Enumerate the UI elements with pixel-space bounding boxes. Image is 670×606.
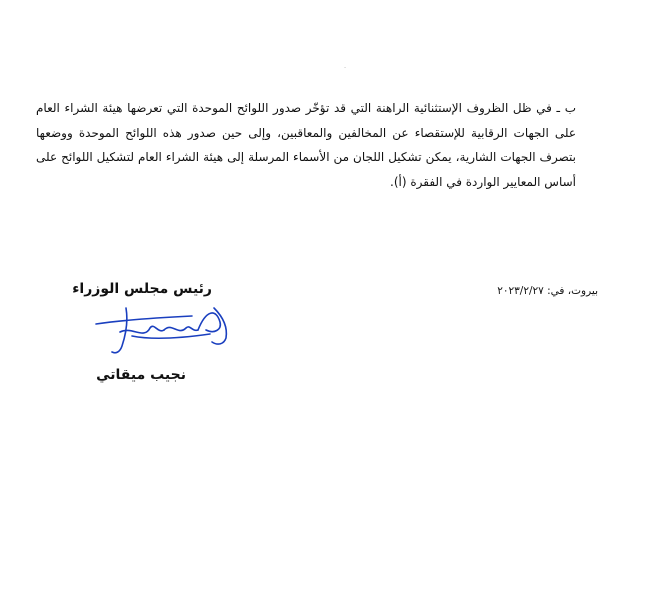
signatory-title: رئيس مجلس الوزراء xyxy=(72,281,212,297)
signature-image xyxy=(92,300,242,360)
place-and-date: بيروت، في: ٢٠٢٣/٢/٢٧ xyxy=(497,285,598,297)
page-mark: - xyxy=(344,64,347,71)
signatory-name: نجيب ميقاتي xyxy=(96,367,186,383)
clause-line-3: الموحدة ووضعها بتصرف الجهات الشارية، يمكن تشكيل اللجان من الأسماء المرسلة إلى هيئة xyxy=(36,125,576,164)
clause-line-4: الشراء العام لتشكيل اللوائح على أساس المعايير الواردة في الفقرة (أ). xyxy=(36,150,576,189)
clause-line-2: العام على الجهات الرقابية للإستقصاء عن المخالفين والمعاقبين، وإلى حين صدور هذه اللوائح xyxy=(36,101,577,140)
clause-line-1: ب ـ في ظل الظروف الإستثنائية الراهنة التي قد تؤخّر صدور اللوائح الموحدة التي تعرضها هيئة الشراء xyxy=(64,101,576,115)
clause-b-paragraph xyxy=(36,96,576,194)
